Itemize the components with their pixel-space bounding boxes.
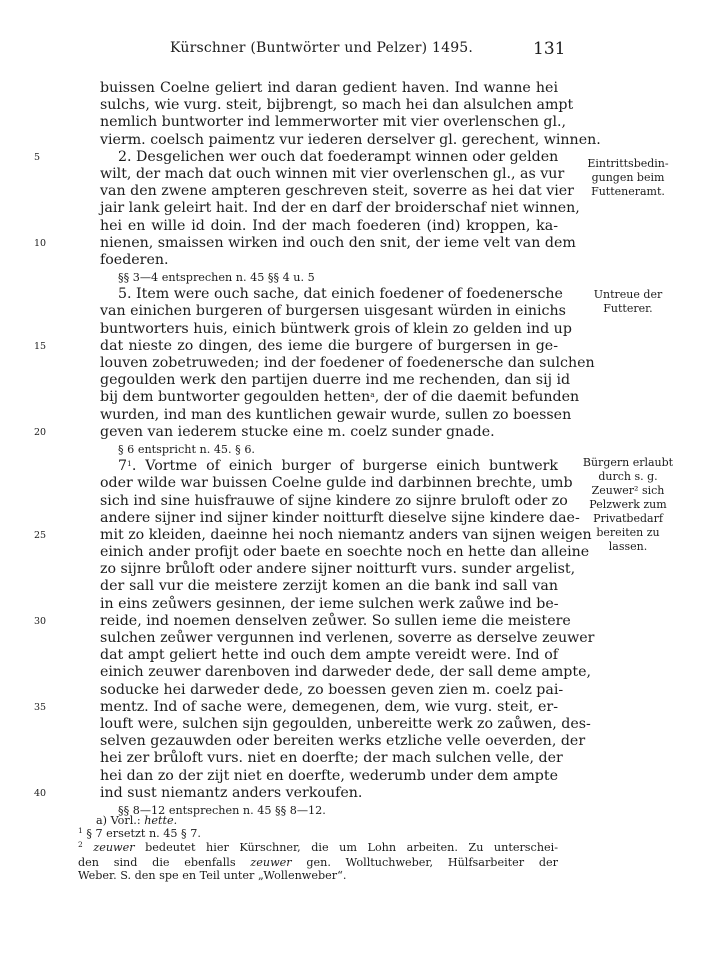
text-line: wurden, ind man des kuntlichen gewair wurde, sullen zo boessen <box>100 406 572 423</box>
footnote-marker: a <box>370 390 375 400</box>
text-line: einich zeuwer darenboven ind darweder dede, der sall deme ampte, <box>100 664 591 681</box>
margin-note-disloyalty: Untreue der Futterer. <box>593 288 663 315</box>
editorial-note: §§ 3—4 entsprechen n. 45 §§ 4 u. 5 <box>118 271 315 285</box>
text-line: sulchen zeůwer vergunnen ind verlenen, soverre as derselve zeuwer <box>100 630 595 646</box>
text-line: in eins zeůwers gesinnen, der ieme sulchen werk zaůwe ind be- <box>100 595 559 612</box>
footnote-2-line-2: den sind die ebenfalls zeuwer gen. Wolltuchweber, Hülfsarbeiter der <box>78 855 558 869</box>
text-line: gegoulden werk den partijen duerre ind me rechenden, dan sij id <box>100 372 571 389</box>
text-line: sulchs, wie vurg. steit, bijbrengt, so mach hei dan alsulchen ampt <box>100 97 574 114</box>
margin-note-entry-conditions: Eintrittsbedin- gungen beim Futteneramt. <box>587 157 669 198</box>
line-number: 5 <box>34 151 41 163</box>
text-line: zo sijnre brůloft oder andere sijner noitturft vurs. sunder argelist, <box>100 561 576 578</box>
text-line: andere sijner ind sijner kinder noitturft dieselve sijne kindere dae- <box>100 509 580 526</box>
text-line: jair lank geleirt hait. Ind der en darf der broiderschaf niet winnen, <box>100 200 580 217</box>
text-line: van einichen burgeren of burgersen uisgesant würden in einichs <box>100 303 566 320</box>
text-line: louft were, sulchen sijn gegoulden, unbereitte werk zo zaůwen, des- <box>100 715 591 732</box>
line-number: 40 <box>34 787 47 799</box>
line-number: 30 <box>34 615 47 627</box>
margin-note-citizens-allowed: Bürgern erlaubt durch s. g. Zeuwer² sich Pelzwerk zum Privatbedarf bereiten zu lassen. <box>582 456 674 553</box>
text-line: 10 nienen, smaissen wirken ind ouch den snit, der ieme velt van dem <box>34 234 576 251</box>
text-line: der sall vur die meistere zerzijt komen an die bank ind sall van <box>100 578 558 595</box>
text-line: hei dan zo der zijt niet en doerfte, wederumb under dem ampte <box>100 767 558 784</box>
footnote-mark: 1 <box>78 826 83 836</box>
text-line: selven gezauwden oder bereiten werks etzliche velle oeverden, der <box>100 733 586 750</box>
page-number: 131 <box>533 39 566 59</box>
text-line: 30 reide, ind noemen denselven zeůwer. So sullen ieme die meistere <box>34 612 571 629</box>
footnote-2-line-3: Weber. S. den spe en Teil unter „Wollenweber“. <box>78 868 347 882</box>
text-line: hei en wille id doin. Ind der mach foederen (ind) kroppen, ka- <box>100 217 558 234</box>
text-line: 5 2. Desgelichen wer ouch dat foederampt winnen oder gelden <box>34 148 559 165</box>
text-line: 25 mit zo kleiden, daeinne hei noch niemantz anders van sijnen weigen <box>34 526 592 543</box>
text-line: $7^1$. Vortme of einich burger of burgerse einich buntwerk <box>118 458 558 475</box>
text-line: 35 mentz. Ind of sache were, demegenen, dem, wie vurg. steit, er- <box>34 698 558 715</box>
main-text-column <box>34 80 601 819</box>
text-line: einich ander profijt oder baete en soechte noch en hette dan alleine <box>100 544 590 561</box>
line-number: 20 <box>34 426 47 438</box>
text-line: soducke hei darweder dede, zo boessen geven zien m. coelz pai- <box>100 681 564 698</box>
footnote-2: $^2$ zeuwer bedeutet hier Kürschner, die um Lohn arbeiten. Zu unterschei- <box>78 840 559 855</box>
line-number: 15 <box>34 340 47 352</box>
footnote-a: a) Vorl.: hette. <box>96 814 178 827</box>
text-line: nemlich buntworter ind lemmerworter mit vier overlenschen gl., <box>100 114 567 131</box>
text-line: sich ind sine huisfrauwe of sijne kindere zo sijnre bruloft oder zo <box>100 492 568 509</box>
text-line: 5. Item were ouch sache, dat einich foedener of foedenersche <box>118 286 563 303</box>
footnotes <box>78 814 558 882</box>
editorial-note: § 6 entspricht n. 45. § 6. <box>118 442 255 456</box>
text-line: wilt, der mach dat ouch winnen mit vier overlenschen gl., as vur <box>100 165 565 182</box>
running-title: Kürschner (Buntwörter und Pelzer) 1495. <box>170 40 474 56</box>
text-line: 40 ind sust niemantz anders verkoufen. <box>34 784 363 801</box>
line-number: 10 <box>34 237 47 249</box>
text-line: buissen Coelne geliert ind daran gedient haven. Ind wanne hei <box>100 80 558 96</box>
footnote-marker: 1 <box>127 459 132 469</box>
text-line: 20 geven van iederem stucke eine m. coelz sunder gnade. <box>34 423 495 440</box>
text-line: dat ampt geliert hette ind ouch dem ampte vereidt were. Ind of <box>100 647 558 664</box>
text-line: bij dem buntworter gegoulden hetten$^a$, der of die daemit befunden <box>100 389 580 406</box>
running-header <box>40 40 669 64</box>
text-line: vierm. coelsch paimentz vur iederen derselver gl. gerechent, winnen. <box>100 131 601 148</box>
editorial-note: §§ 8—12 entsprechen n. 45 §§ 8—12. <box>118 803 326 817</box>
footnote-mark: 2 <box>78 840 83 850</box>
text-line: foederen. <box>100 251 169 268</box>
text-line: oder wilde war buissen Coelne gulde ind darbinnen brechte, umb <box>100 475 573 492</box>
footnote-1: $^1$ § 7 ersetzt n. 45 § 7. <box>78 826 201 841</box>
text-line: louven zobetruweden; ind der foedener of foedenersche dan sulchen <box>100 355 595 371</box>
text-line: 15 dat nieste zo dingen, des ieme die burgere of burgersen in ge- <box>34 337 558 354</box>
text-line: buntworters huis, einich büntwerk grois of klein zo gelden ind up <box>100 320 572 337</box>
line-number: 25 <box>34 529 47 541</box>
line-number: 35 <box>34 701 47 713</box>
text-line: hei zer brůloft vurs. niet en doerfte; der mach sulchen velle, der <box>100 750 563 767</box>
text-line: van den zwene ampteren geschreven steit, soverre as hei dat vier <box>100 183 574 200</box>
